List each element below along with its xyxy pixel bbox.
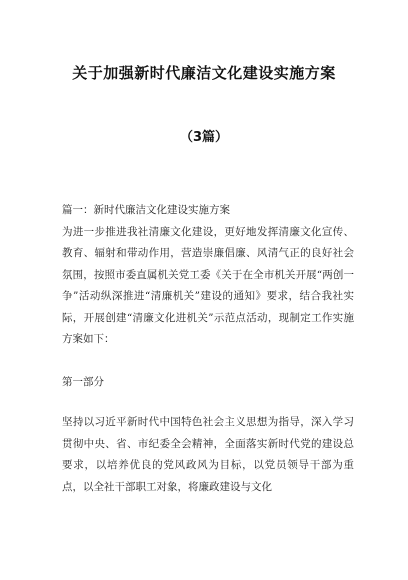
body-paragraph: 为进一步推进我社清廉文化建设，更好地发挥清廉文化宣传、教育、辐射和带动作用，营造崇廉倡廉、风清气正的良好社会氛围，按照市委直属机关党工委《关于在全市机关开展“两创一争”活动纵深推进“清廉机关”建设的通知》要求，结合我社实际，开展创建“清廉文化进机关”示范点活动，现制定工作实施方案如下： <box>62 225 354 345</box>
document-subtitle: （3篇） <box>179 130 229 145</box>
spacer <box>62 351 354 362</box>
article-heading: 篇一：新时代廉洁文化建设实施方案 <box>62 204 230 216</box>
section-heading: 第一部分 <box>62 375 104 388</box>
body-paragraph: 坚持以习近平新时代中国特色社会主义思想为指导，深入学习贯彻中央、省、市纪委全会精神，全面落实新时代党的建设总要求，以培养优良的党风政风为目标，以党员领导干部为重点，以全社干部职工对象，将廉政建设与文化 <box>62 416 354 493</box>
document-title: 关于加强新时代廉洁文化建设实施方案 <box>72 64 336 82</box>
document-body <box>62 200 354 498</box>
